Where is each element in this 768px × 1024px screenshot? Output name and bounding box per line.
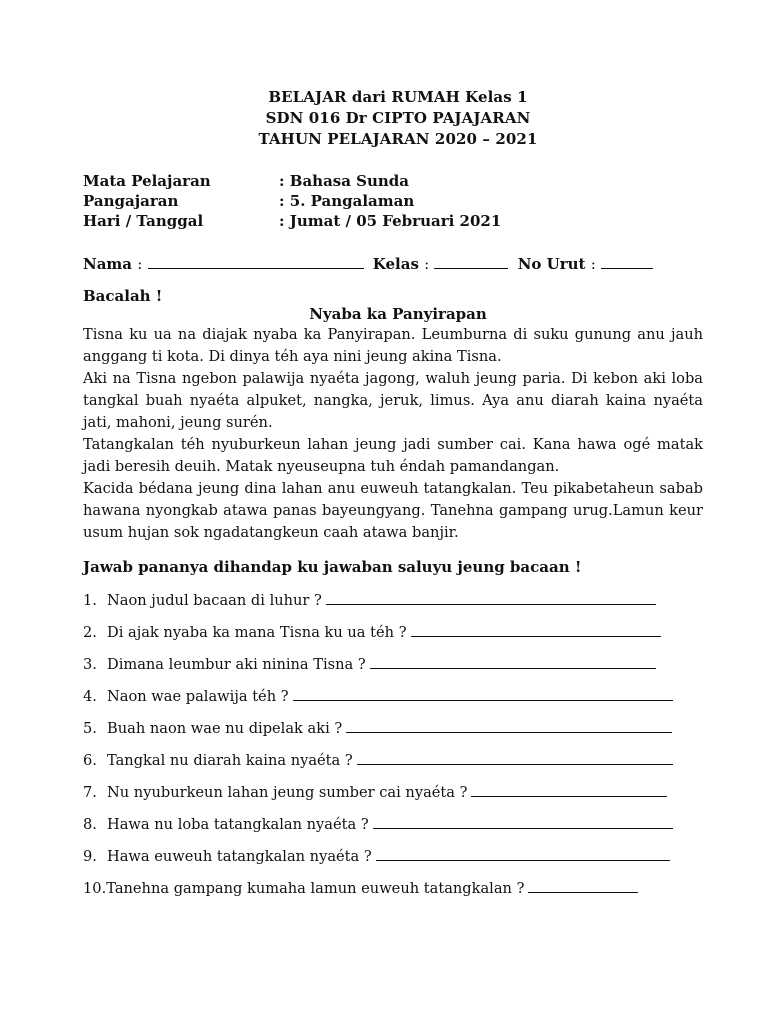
header-line-2: SDN 016 Dr CIPTO PAJAJARAN [265,109,531,127]
question-item [83,686,673,705]
question-number: 6. [83,752,97,769]
question-number: 2. [83,624,97,641]
story-title: Nyaba ka Panyirapan [309,305,487,323]
question-item [83,622,661,641]
question-number: 8. [83,816,97,833]
question-text: Naon wae palawija téh ? [107,688,289,705]
question-text: Buah naon wae nu dipelak aki ? [107,720,343,737]
answer-line[interactable] [370,654,656,669]
question-number: 10. [83,880,107,897]
meta-value-lesson: : 5. Pangalaman [279,192,415,210]
story-passage [83,324,703,544]
question-text: Hawa nu loba tatangkalan nyaéta ? [107,816,369,833]
question-text: Tangkal nu diarah kaina nyaéta ? [107,752,353,769]
answer-line[interactable] [357,750,673,765]
header-line-3: TAHUN PELAJARAN 2020 – 2021 [258,130,538,148]
answer-line[interactable] [376,846,670,861]
question-item [83,590,656,609]
question-item [83,878,638,897]
question-text: Naon judul bacaan di luhur ? [107,592,322,609]
question-item [83,782,667,801]
question-number: 9. [83,848,97,865]
question-number: 5. [83,720,97,737]
question-number: 3. [83,656,97,673]
meta-label-lesson: Pangajaran [83,192,179,210]
answer-line[interactable] [293,686,673,701]
question-item [83,750,673,769]
question-text: Hawa euweuh tatangkalan nyaéta ? [107,848,372,865]
no-urut-label: No Urut [517,255,586,273]
meta-value-date: : Jumat / 05 Februari 2021 [279,212,502,230]
nama-blank[interactable] [148,254,364,269]
answer-line[interactable] [326,590,656,605]
student-info-line [83,254,653,273]
nama-colon: : [137,255,143,273]
question-item [83,718,672,737]
question-item [83,654,656,673]
answer-line[interactable] [411,622,661,637]
read-instruction: Bacalah ! [83,287,163,305]
meta-label-date: Hari / Tanggal [83,212,204,230]
story-paragraph: Tisna ku ua na diajak nyaba ka Panyirapan. Leumburna di suku gunung anu jauh anggang ti kota. Di dinya téh aya nini jeung akina Tisna. [83,326,703,365]
question-number: 7. [83,784,97,801]
question-text: Tanehna gampang kumaha lamun euweuh tatangkalan ? [106,880,525,897]
question-text: Nu nyuburkeun lahan jeung sumber cai nyaéta ? [107,784,468,801]
question-item [83,846,670,865]
question-text: Di ajak nyaba ka mana Tisna ku ua téh ? [107,624,407,641]
answer-line[interactable] [373,814,673,829]
answer-line[interactable] [471,782,667,797]
kelas-blank[interactable] [434,254,508,269]
header-line-1: BELAJAR dari RUMAH Kelas 1 [268,88,528,106]
story-paragraph: Tatangkalan téh nyuburkeun lahan jeung jadi sumber cai. Kana hawa ogé matak jadi beresih deuih. Matak nyeuseupna tuh éndah pamandangan. [83,436,703,475]
question-number: 4. [83,688,97,705]
kelas-colon: : [424,255,430,273]
nama-label: Nama [83,255,133,273]
answer-line[interactable] [528,878,638,893]
question-number: 1. [83,592,97,609]
kelas-label: Kelas [372,255,419,273]
meta-value-subject: : Bahasa Sunda [279,172,410,190]
story-paragraph: Kacida bédana jeung dina lahan anu euweuh tatangkalan. Teu pikabetaheun sabab hawana nyongkab atawa panas bayeungyang. Tanehna gampang urug.Lamun keur usum hujan sok ngadatangkeun caah atawa banjir. [83,480,703,541]
no-urut-colon: : [590,255,596,273]
question-item [83,814,673,833]
answer-line[interactable] [346,718,672,733]
questions-instruction: Jawab pananya dihandap ku jawaban saluyu jeung bacaan ! [83,558,582,576]
question-text: Dimana leumbur aki ninina Tisna ? [107,656,366,673]
no-urut-blank[interactable] [601,254,653,269]
story-paragraph: Aki na Tisna ngebon palawija nyaéta jagong, waluh jeung paria. Di kebon aki loba tangkal buah nyaéta alpuket, nangka, jeruk, limus. Aya anu diarah kaina nyaéta jati, mahoni, jeung surén. [83,370,703,431]
meta-label-subject: Mata Pelajaran [83,172,211,190]
